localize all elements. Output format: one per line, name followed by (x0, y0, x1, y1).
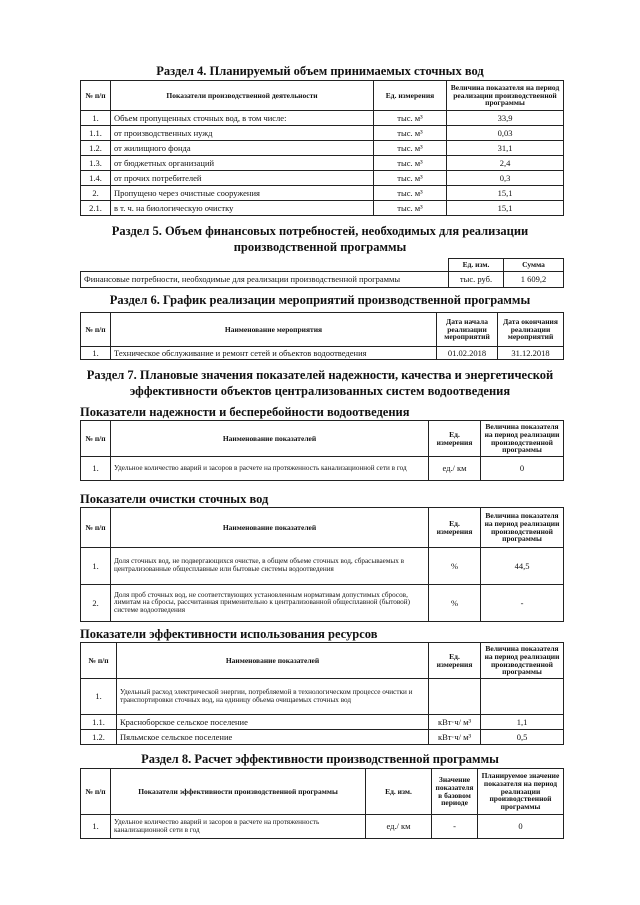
header-value: Величина показателя на период реализации производственной программы (481, 421, 564, 457)
treatment-title: Показатели очистки сточных вод (80, 492, 269, 506)
header-number: № п/п (81, 313, 111, 347)
header-base-value: Значение показателя в базовом периоде (432, 769, 478, 815)
section-8-table (80, 768, 564, 839)
header-number: № п/п (81, 81, 111, 111)
header-activity: Наименование мероприятия (111, 313, 437, 347)
header-unit: Ед. измерения (429, 421, 481, 457)
header-sum: Сумма (504, 259, 564, 272)
table-row: 1.3. от бюджетных организаций тыс. м³ 2,4 (81, 156, 564, 171)
reliability-table (80, 420, 564, 481)
table-row: 1. Объем пропущенных сточных вод, в том числе: тыс. м³ 33,9 (81, 111, 564, 126)
section-4-title: Раздел 4. Планируемый объем принимаемых сточных вод (156, 64, 484, 78)
header-unit: Ед. изм. (449, 259, 504, 272)
table-row: 1. Удельный расход электрической энергии, потребляемой в технологическом процессе очистки и транспортировки сточных вод, на единицу объема очищаемых сточных вод (81, 679, 564, 715)
table-row: 1. Удельное количество аварий и засоров в расчете на протяженность канализационной сети в год ед./ км - 0 (81, 815, 564, 839)
header-unit: Ед. измерения (429, 508, 481, 548)
table-row: 1.1. от производственных нужд тыс. м³ 0,03 (81, 126, 564, 141)
header-planned-value: Планируемое значение показателя на период реализации производственной программы (478, 769, 564, 815)
header-number: № п/п (81, 769, 111, 815)
section-4-table (80, 80, 564, 216)
section-7-title-line2: эффективности объектов централизованных систем водоотведения (129, 384, 511, 398)
header-value: Величина показателя на период реализации производственной программы (481, 508, 564, 548)
header-indicator: Наименование показателей (117, 643, 429, 679)
section-5-title-line2: производственной программы (233, 240, 407, 254)
section-8-title: Раздел 8. Расчет эффективности производственной программы (141, 752, 499, 766)
table-row: 1.2. от жилищного фонда тыс. м³ 31,1 (81, 141, 564, 156)
table-row: 2.1. в т. ч. на биологическую очистку тыс. м³ 15,1 (81, 201, 564, 216)
header-end-date: Дата окончания реализации мероприятий (498, 313, 564, 347)
header-indicator: Наименование показателей (111, 421, 429, 457)
table-row: 1. Доля сточных вод, не подвергающихся очистке, в общем объеме сточных вод, сбрасываемых в централизованные общесплавные или бытовые системы водоотведения % 44,5 (81, 548, 564, 585)
table-row: 1. Удельное количество аварий и засоров в расчете на протяженность канализационной сети в год ед./ км 0 (81, 457, 564, 481)
header-value: Величина показателя на период реализации производственной программы (447, 81, 564, 111)
section-5-title: Раздел 5. Объем финансовых потребностей, необходимых для реализации (111, 224, 529, 238)
table-row: 1. Техническое обслуживание и ремонт сетей и объектов водоотведения 01.02.2018 31.12.2018 (81, 347, 564, 360)
header-value: Величина показателя на период реализации производственной программы (481, 643, 564, 679)
resources-table (80, 642, 564, 745)
header-unit: Ед. измерения (374, 81, 447, 111)
section-7-title: Раздел 7. Плановые значения показателей надежности, качества и энергетической (86, 368, 554, 382)
header-number: № п/п (81, 508, 111, 548)
section-6-table (80, 312, 564, 360)
table-row: 2. Доля проб сточных вод, не соответствующих установленным нормативам допустимых сбросов, лимитам на сбросы, рассчитанная применительно к централизованной общесплавной (бытовой) системе водоотведения % - (81, 585, 564, 622)
header-indicator: Показатели эффективности производственной программы (111, 769, 366, 815)
section-5-table (80, 258, 564, 288)
table-row: 2. Пропущено через очистные сооружения тыс. м³ 15,1 (81, 186, 564, 201)
table-row: 1.4. от прочих потребителей тыс. м³ 0,3 (81, 171, 564, 186)
resources-title: Показатели эффективности использования ресурсов (80, 627, 378, 641)
reliability-title: Показатели надежности и бесперебойности водоотведения (80, 405, 410, 419)
table-row: Финансовые потребности, необходимые для реализации производственной программы тыс. руб. 1 609,2 (81, 272, 564, 288)
header-indicator: Показатели производственной деятельности (111, 81, 374, 111)
header-start-date: Дата начала реализации мероприятий (437, 313, 498, 347)
table-row: 1.2. Пяльмское сельское поселение кВт·ч/ м³ 0,5 (81, 730, 564, 745)
header-number: № п/п (81, 643, 117, 679)
section-6-title: Раздел 6. График реализации мероприятий производственной программы (109, 293, 531, 307)
header-indicator: Наименование показателей (111, 508, 429, 548)
header-unit: Ед. изм. (366, 769, 432, 815)
table-row: 1.1. Красноборское сельское поселение кВт·ч/ м³ 1,1 (81, 715, 564, 730)
treatment-table (80, 507, 564, 622)
header-unit: Ед. измерения (429, 643, 481, 679)
header-number: № п/п (81, 421, 111, 457)
